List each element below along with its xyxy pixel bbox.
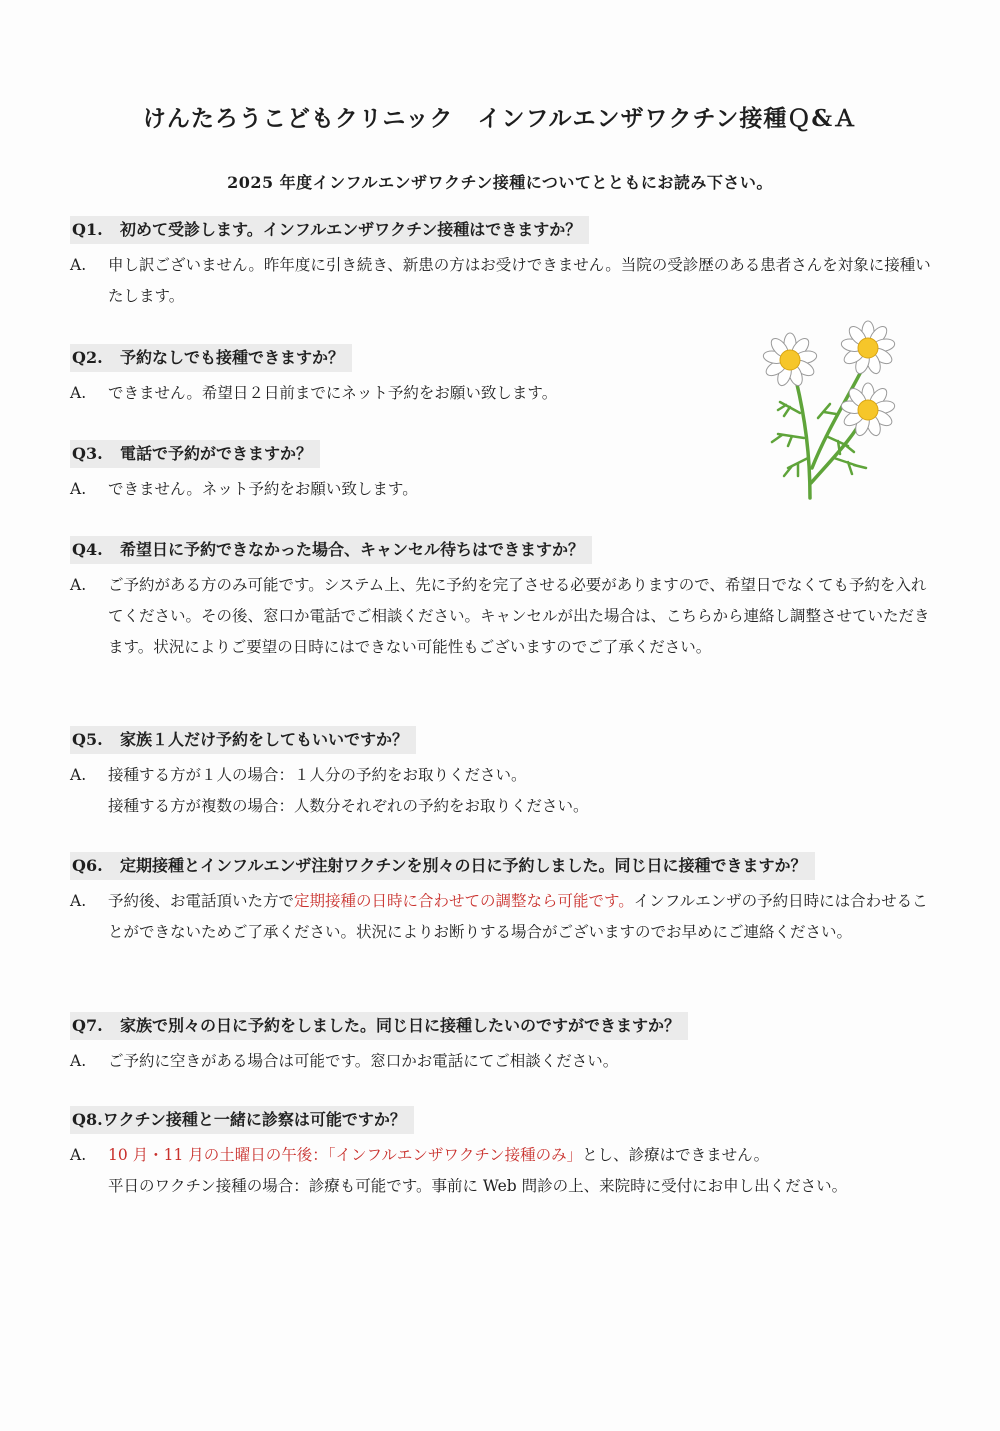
question-text: 予約なしでも接種できますか？ (120, 348, 345, 367)
question-1 (70, 216, 589, 244)
flower-left-icon (762, 333, 817, 387)
question-5 (70, 726, 416, 754)
question-number: Q4. (72, 540, 103, 559)
answer-text-pre: 予約後、お電話頂いた方で (108, 892, 295, 910)
question-text: 電話で予約ができますか？ (120, 444, 313, 463)
answer-line-2: 接種する方が複数の場合：人数分それぞれの予約をお取りください。 (108, 797, 589, 815)
question-text: 家族１人だけ予約をしてもいいですか？ (120, 730, 409, 749)
answer-text: できません。ネット予約をお願い致します。 (108, 480, 418, 498)
answer-label: A. (70, 576, 87, 594)
answer-label: A. (70, 1052, 87, 1070)
answer-3 (70, 474, 730, 505)
question-number: Q6. (72, 856, 103, 875)
answer-text-post: インフルエンザの予約日時には合わせることができないためご了承ください。状況によりお断りする場合がございますのでお早めにご連絡ください。 (108, 892, 928, 941)
question-text: ワクチン接種と一緒に診察は可能ですか？ (102, 1110, 406, 1129)
answer-text (108, 886, 940, 948)
answer-1 (70, 250, 940, 312)
question-4 (70, 536, 592, 564)
question-number: Q5. (72, 730, 103, 749)
flower-top-right-icon (840, 321, 895, 375)
answer-text-post: とし、診療はできません。 (582, 1146, 770, 1164)
answer-label: A. (70, 256, 87, 274)
qa-item-8 (70, 1106, 940, 1202)
answer-text: できません。希望日２日前までにネット予約をお願い致します。 (108, 384, 558, 402)
question-number: Q3. (72, 444, 103, 463)
question-text: 希望日に予約できなかった場合、キャンセル待ちはできますか？ (120, 540, 585, 559)
answer-text: ご予約に空きがある場合は可能です。窓口かお電話にてご相談ください。 (108, 1052, 619, 1070)
answer-text: ご予約がある方のみ可能です。システム上、先に予約を完了させる必要がありますので、希望日でなくても予約を入れてください。その後、窓口か電話でご相談ください。キャンセルが出た場合は、こちらから連絡し調整させていただきます。状況によりご要望の日時にはできない可能性もございますのでご了承ください。 (108, 576, 930, 656)
question-number: Q7. (72, 1016, 103, 1035)
answer-8 (70, 1140, 940, 1202)
question-number: Q8. (72, 1110, 103, 1129)
question-2 (70, 344, 352, 372)
answer-line-1: 接種する方が１人の場合：１人分の予約をお取りください。 (108, 766, 527, 784)
qa-item-6 (70, 852, 940, 948)
answer-label: A. (70, 480, 87, 498)
question-8 (70, 1106, 414, 1134)
qa-item-3 (70, 440, 730, 505)
answer-highlight: 定期接種の日時に合わせての調整なら可能です。 (294, 892, 634, 910)
answer-6 (70, 886, 940, 948)
page-subtitle: 2025 年度インフルエンザワクチン接種についてとともにお読み下さい。 (227, 173, 773, 192)
qa-item-7 (70, 1012, 940, 1077)
answer-line-1 (108, 1140, 940, 1171)
question-6 (70, 852, 815, 880)
question-text: 定期接種とインフルエンザ注射ワクチンを別々の日に予約しました。同じ日に接種できますか？ (120, 856, 807, 875)
question-number: Q1. (72, 220, 103, 239)
question-text: 初めて受診します。インフルエンザワクチン接種はできますか？ (120, 220, 582, 239)
question-7 (70, 1012, 688, 1040)
qa-item-2 (70, 344, 730, 409)
question-text: 家族で別々の日に予約をしました。同じ日に接種したいのですができますか？ (120, 1016, 681, 1035)
question-3 (70, 440, 320, 468)
answer-2 (70, 378, 730, 409)
answer-text: 申し訳ございません。昨年度に引き続き、新患の方はお受けできません。当院の受診歴のある患者さんを対象に接種いたします。 (108, 256, 931, 305)
answer-7 (70, 1046, 940, 1077)
qa-item-1 (70, 216, 940, 312)
question-number: Q2. (72, 348, 103, 367)
page-title: けんたろうこどもクリニック インフルエンザワクチン接種Ｑ&Ａ (142, 105, 858, 132)
answer-line-2: 平日のワクチン接種の場合：診療も可能です。事前に Web 問診の上、来院時に受付にお申し出ください。 (108, 1177, 848, 1195)
qa-item-5 (70, 726, 940, 822)
qa-item-4 (70, 536, 940, 663)
answer-label: A. (70, 1146, 87, 1164)
answer-label: A. (70, 892, 87, 910)
answer-4 (70, 570, 940, 663)
answer-highlight: 10 月・11 月の土曜日の午後：「インフルエンザワクチン接種のみ」 (108, 1146, 583, 1164)
answer-label: A. (70, 766, 87, 784)
answer-5 (70, 760, 940, 822)
answer-label: A. (70, 384, 87, 402)
chamomile-illustration (748, 318, 908, 503)
